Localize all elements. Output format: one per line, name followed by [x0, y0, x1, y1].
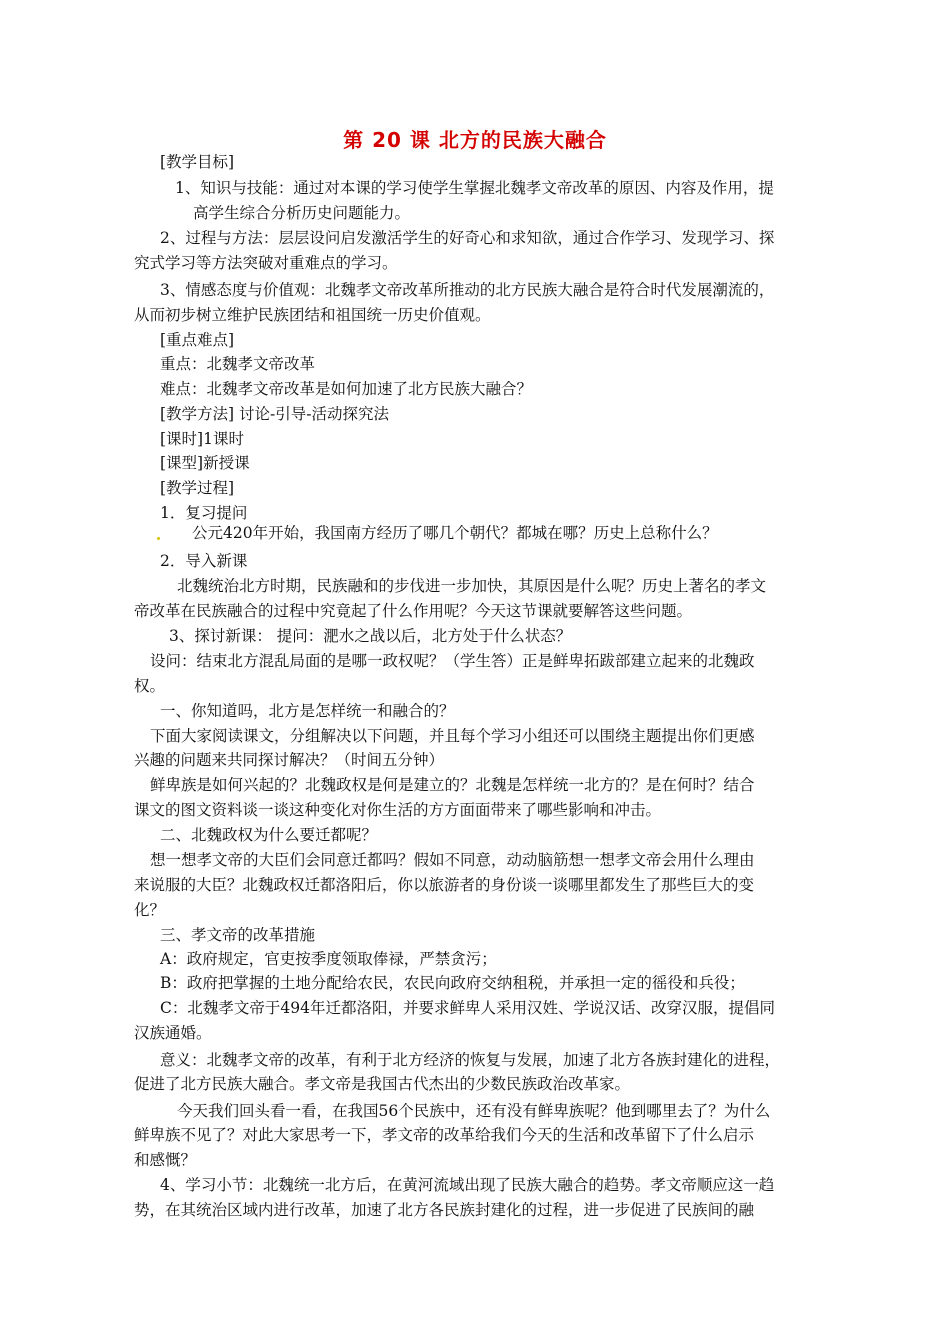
paragraph-line: 从而初步树立维护民族团结和祖国统一历史价值观。 — [134, 306, 491, 324]
section-introduction: 2．导入新课 — [160, 552, 248, 570]
paragraph-line: 来说服的大臣？北魏政权迁都洛阳后，你以旅游者的身份谈一谈哪里都发生了那些巨大的变 — [134, 876, 755, 894]
section-heading-1: 一、你知道吗，北方是怎样统一和融合的？ — [160, 702, 455, 720]
paragraph-line: 下面大家阅读课文，分组解决以下问题，并且每个学习小组还可以围绕主题提出你们更感 — [150, 727, 755, 745]
paragraph-line: 重点：北魏孝文帝改革 — [160, 355, 316, 373]
paragraph-line: 想一想孝文帝的大臣们会同意迁都吗？假如不同意，动动脑筋想一想孝文帝会用什么理由 — [150, 851, 755, 869]
paragraph-line: 鲜卑族是如何兴起的？北魏政权是何是建立的？北魏是怎样统一北方的？是在何时？结合 — [150, 776, 755, 794]
heading-teaching-objectives: [教学目标] — [160, 153, 235, 171]
paragraph-line: 1、知识与技能：通过对本课的学习使学生掌握北魏孝文帝改革的原因、内容及作用，提 — [175, 179, 774, 197]
paragraph-line: 3、探讨新课： 提问：淝水之战以后，北方处于什么状态？ — [169, 627, 572, 645]
bullet-mark — [157, 537, 160, 540]
lesson-title: 第 20 课 北方的民族大融合 — [343, 128, 607, 152]
paragraph-line: 帝改革在民族融合的过程中究竟起了什么作用呢？今天这节课就要解答这些问题。 — [134, 602, 693, 620]
section-review: 1．复习提问 — [160, 504, 248, 522]
paragraph-line: 公元420年开始，我国南方经历了哪几个朝代？都城在哪？历史上总称什么？ — [192, 524, 718, 542]
paragraph-line: 兴趣的问题来共同探讨解决？（时间五分钟） — [134, 751, 445, 769]
paragraph-line: 3、情感态度与价值观：北魏孝文帝改革所推动的北方民族大融合是符合时代发展潮流的， — [160, 281, 775, 299]
class-type: [课型]新授课 — [160, 454, 250, 472]
significance: 意义：北魏孝文帝的改革，有利于北方经济的恢复与发展，加速了北方各族封建化的进程， — [160, 1051, 781, 1069]
paragraph-line: 2、过程与方法：层层设问启发激活学生的好奇心和求知欲，通过合作学习、发现学习、探 — [160, 229, 775, 247]
heading-teaching-process: [教学过程] — [160, 479, 235, 497]
heading-key-points: [重点难点] — [160, 331, 235, 349]
section-heading-2: 二、北魏政权为什么要迁都呢？ — [160, 826, 378, 844]
section-summary: 4、学习小节：北魏统一北方后，在黄河流域出现了民族大融合的趋势。孝文帝顺应这一趋 — [160, 1176, 775, 1194]
reform-measure-b: B：政府把掌握的土地分配给农民，农民向政府交纳租税，并承担一定的徭役和兵役； — [160, 974, 745, 992]
paragraph-line: 北魏统治北方时期，民族融和的步伐进一步加快，其原因是什么呢？历史上著名的孝文 — [177, 577, 767, 595]
paragraph-line: 设问：结束北方混乱局面的是哪一政权呢？（学生答）正是鲜卑拓跋部建立起来的北魏政 — [150, 652, 755, 670]
section-heading-3: 三、孝文帝的改革措施 — [160, 926, 316, 944]
paragraph-line: 势，在其统治区域内进行改革，加速了北方各民族封建化的过程，进一步促进了民族间的融 — [134, 1201, 755, 1219]
paragraph-line: 难点：北魏孝文帝改革是如何加速了北方民族大融合？ — [160, 380, 533, 398]
paragraph-line: 促进了北方民族大融合。孝文帝是我国古代杰出的少数民族政治改革家。 — [134, 1075, 631, 1093]
paragraph-line: 今天我们回头看一看，在我国56个民族中，还有没有鲜卑族呢？他到哪里去了？为什么 — [177, 1102, 771, 1120]
paragraph-line: 高学生综合分析历史问题能力。 — [193, 204, 411, 222]
paragraph-line: 鲜卑族不见了？对此大家思考一下，孝文帝的改革给我们今天的生活和改革留下了什么启示 — [134, 1126, 755, 1144]
reform-measure-c: C：北魏孝文帝于494年迁都洛阳，并要求鲜卑人采用汉姓、学说汉话、改穿汉服，提倡同 — [160, 999, 775, 1017]
paragraph-line: 究式学习等方法突破对重难点的学习。 — [134, 254, 398, 272]
paragraph-line: 和感慨？ — [134, 1151, 197, 1169]
reform-measure-a: A：政府规定，官吏按季度领取俸禄，严禁贪污； — [160, 950, 497, 968]
paragraph-line: 汉族通婚。 — [134, 1024, 212, 1042]
class-hours: [课时]1课时 — [160, 430, 244, 448]
paragraph-line: 课文的图文资料谈一谈这种变化对你生活的方方面面带来了哪些影响和冲击。 — [134, 801, 662, 819]
paragraph-line: 权。 — [134, 677, 166, 695]
paragraph-line: 化？ — [134, 901, 166, 919]
heading-teaching-method: [教学方法] 讨论-引导-活动探究法 — [160, 405, 389, 423]
